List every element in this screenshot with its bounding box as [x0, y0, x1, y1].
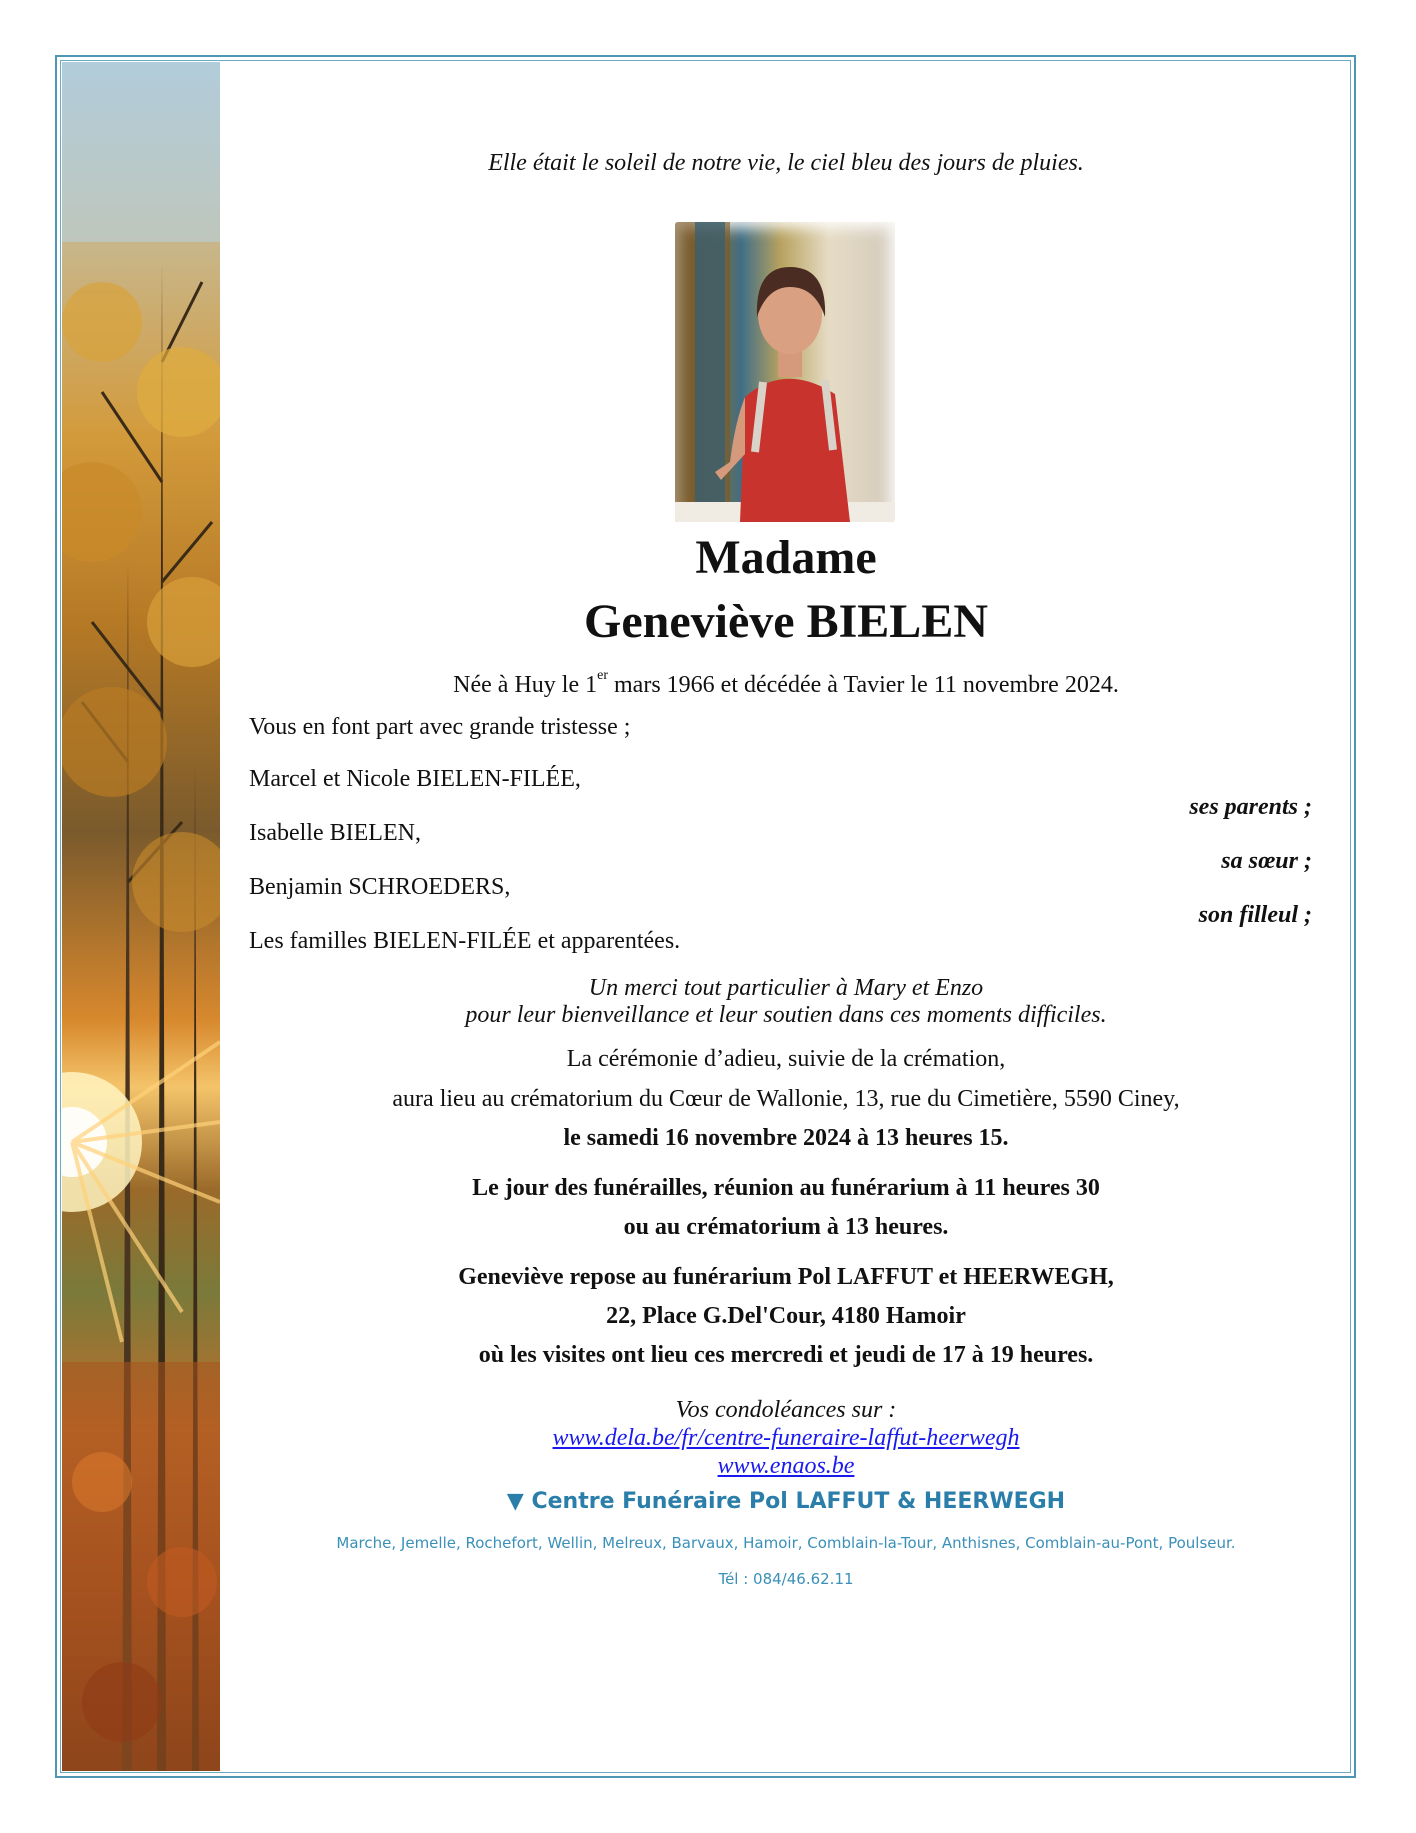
- thanks-line: Un merci tout particulier à Mary et Enzo: [588, 975, 984, 1001]
- family-member-name: Isabelle BIELEN,: [249, 820, 421, 846]
- meeting-line: Le jour des funérailles, réunion au funérarium à 11 heures 30: [472, 1175, 1100, 1201]
- funeral-home-title: ▼ Centre Funéraire Pol LAFFUT & HEERWEGH: [506, 1489, 1066, 1514]
- ceremony-date: le samedi 16 novembre 2024 à 13 heures 15.: [563, 1125, 1009, 1151]
- dela-link[interactable]: www.dela.be/fr/centre-funeraire-laffut-heerwegh: [552, 1425, 1020, 1451]
- funeral-home-locations: Marche, Jemelle, Rochefort, Wellin, Melreux, Barvaux, Hamoir, Comblain-la-Tour, Anthisnes, Comblain-au-Pont, Poulseur.: [336, 1534, 1236, 1552]
- meeting-line: ou au crématorium à 13 heures.: [623, 1214, 949, 1240]
- quote: Elle était le soleil de notre vie, le ciel bleu des jours de pluies.: [488, 150, 1084, 176]
- ceremony-line: La cérémonie d’adieu, suivie de la crémation,: [566, 1046, 1006, 1072]
- family-relation: ses parents ;: [1189, 794, 1312, 820]
- rest-line: 22, Place G.Del'Cour, 4180 Hamoir: [606, 1303, 966, 1329]
- rest-line: où les visites ont lieu ces mercredi et jeudi de 17 à 19 heures.: [478, 1342, 1094, 1368]
- thanks-line: pour leur bienveillance et leur soutien dans ces moments difficiles.: [465, 1002, 1107, 1028]
- family-member-name: Marcel et Nicole BIELEN-FILÉE,: [249, 766, 581, 792]
- enaos-link[interactable]: www.enaos.be: [717, 1453, 855, 1479]
- ceremony-line: aura lieu au crématorium du Cœur de Wallonie, 13, rue du Cimetière, 5590 Ciney,: [392, 1086, 1180, 1112]
- salutation: Madame: [695, 531, 877, 584]
- rest-line: Geneviève repose au funérarium Pol LAFFUT et HEERWEGH,: [458, 1264, 1114, 1290]
- autumn-trees-image: [62, 62, 220, 1771]
- family-member-name: Benjamin SCHROEDERS,: [249, 874, 511, 900]
- portrait-photo: [675, 222, 895, 522]
- deceased-name: Geneviève BIELEN: [584, 595, 988, 648]
- family-relation: son filleul ;: [1198, 902, 1312, 928]
- announce-line: Vous en font part avec grande tristesse ;: [249, 714, 631, 740]
- family-relation: sa sœur ;: [1221, 848, 1312, 874]
- funeral-home-phone: Tél : 084/46.62.11: [718, 1570, 854, 1588]
- birth-death-line: Née à Huy le 1er mars 1966 et décédée à Tavier le 11 novembre 2024.: [453, 668, 1119, 698]
- condolences-label: Vos condoléances sur :: [675, 1397, 897, 1423]
- announcement-content: [225, 62, 1347, 1771]
- family-member-name: Les familles BIELEN-FILÉE et apparentées.: [249, 928, 681, 954]
